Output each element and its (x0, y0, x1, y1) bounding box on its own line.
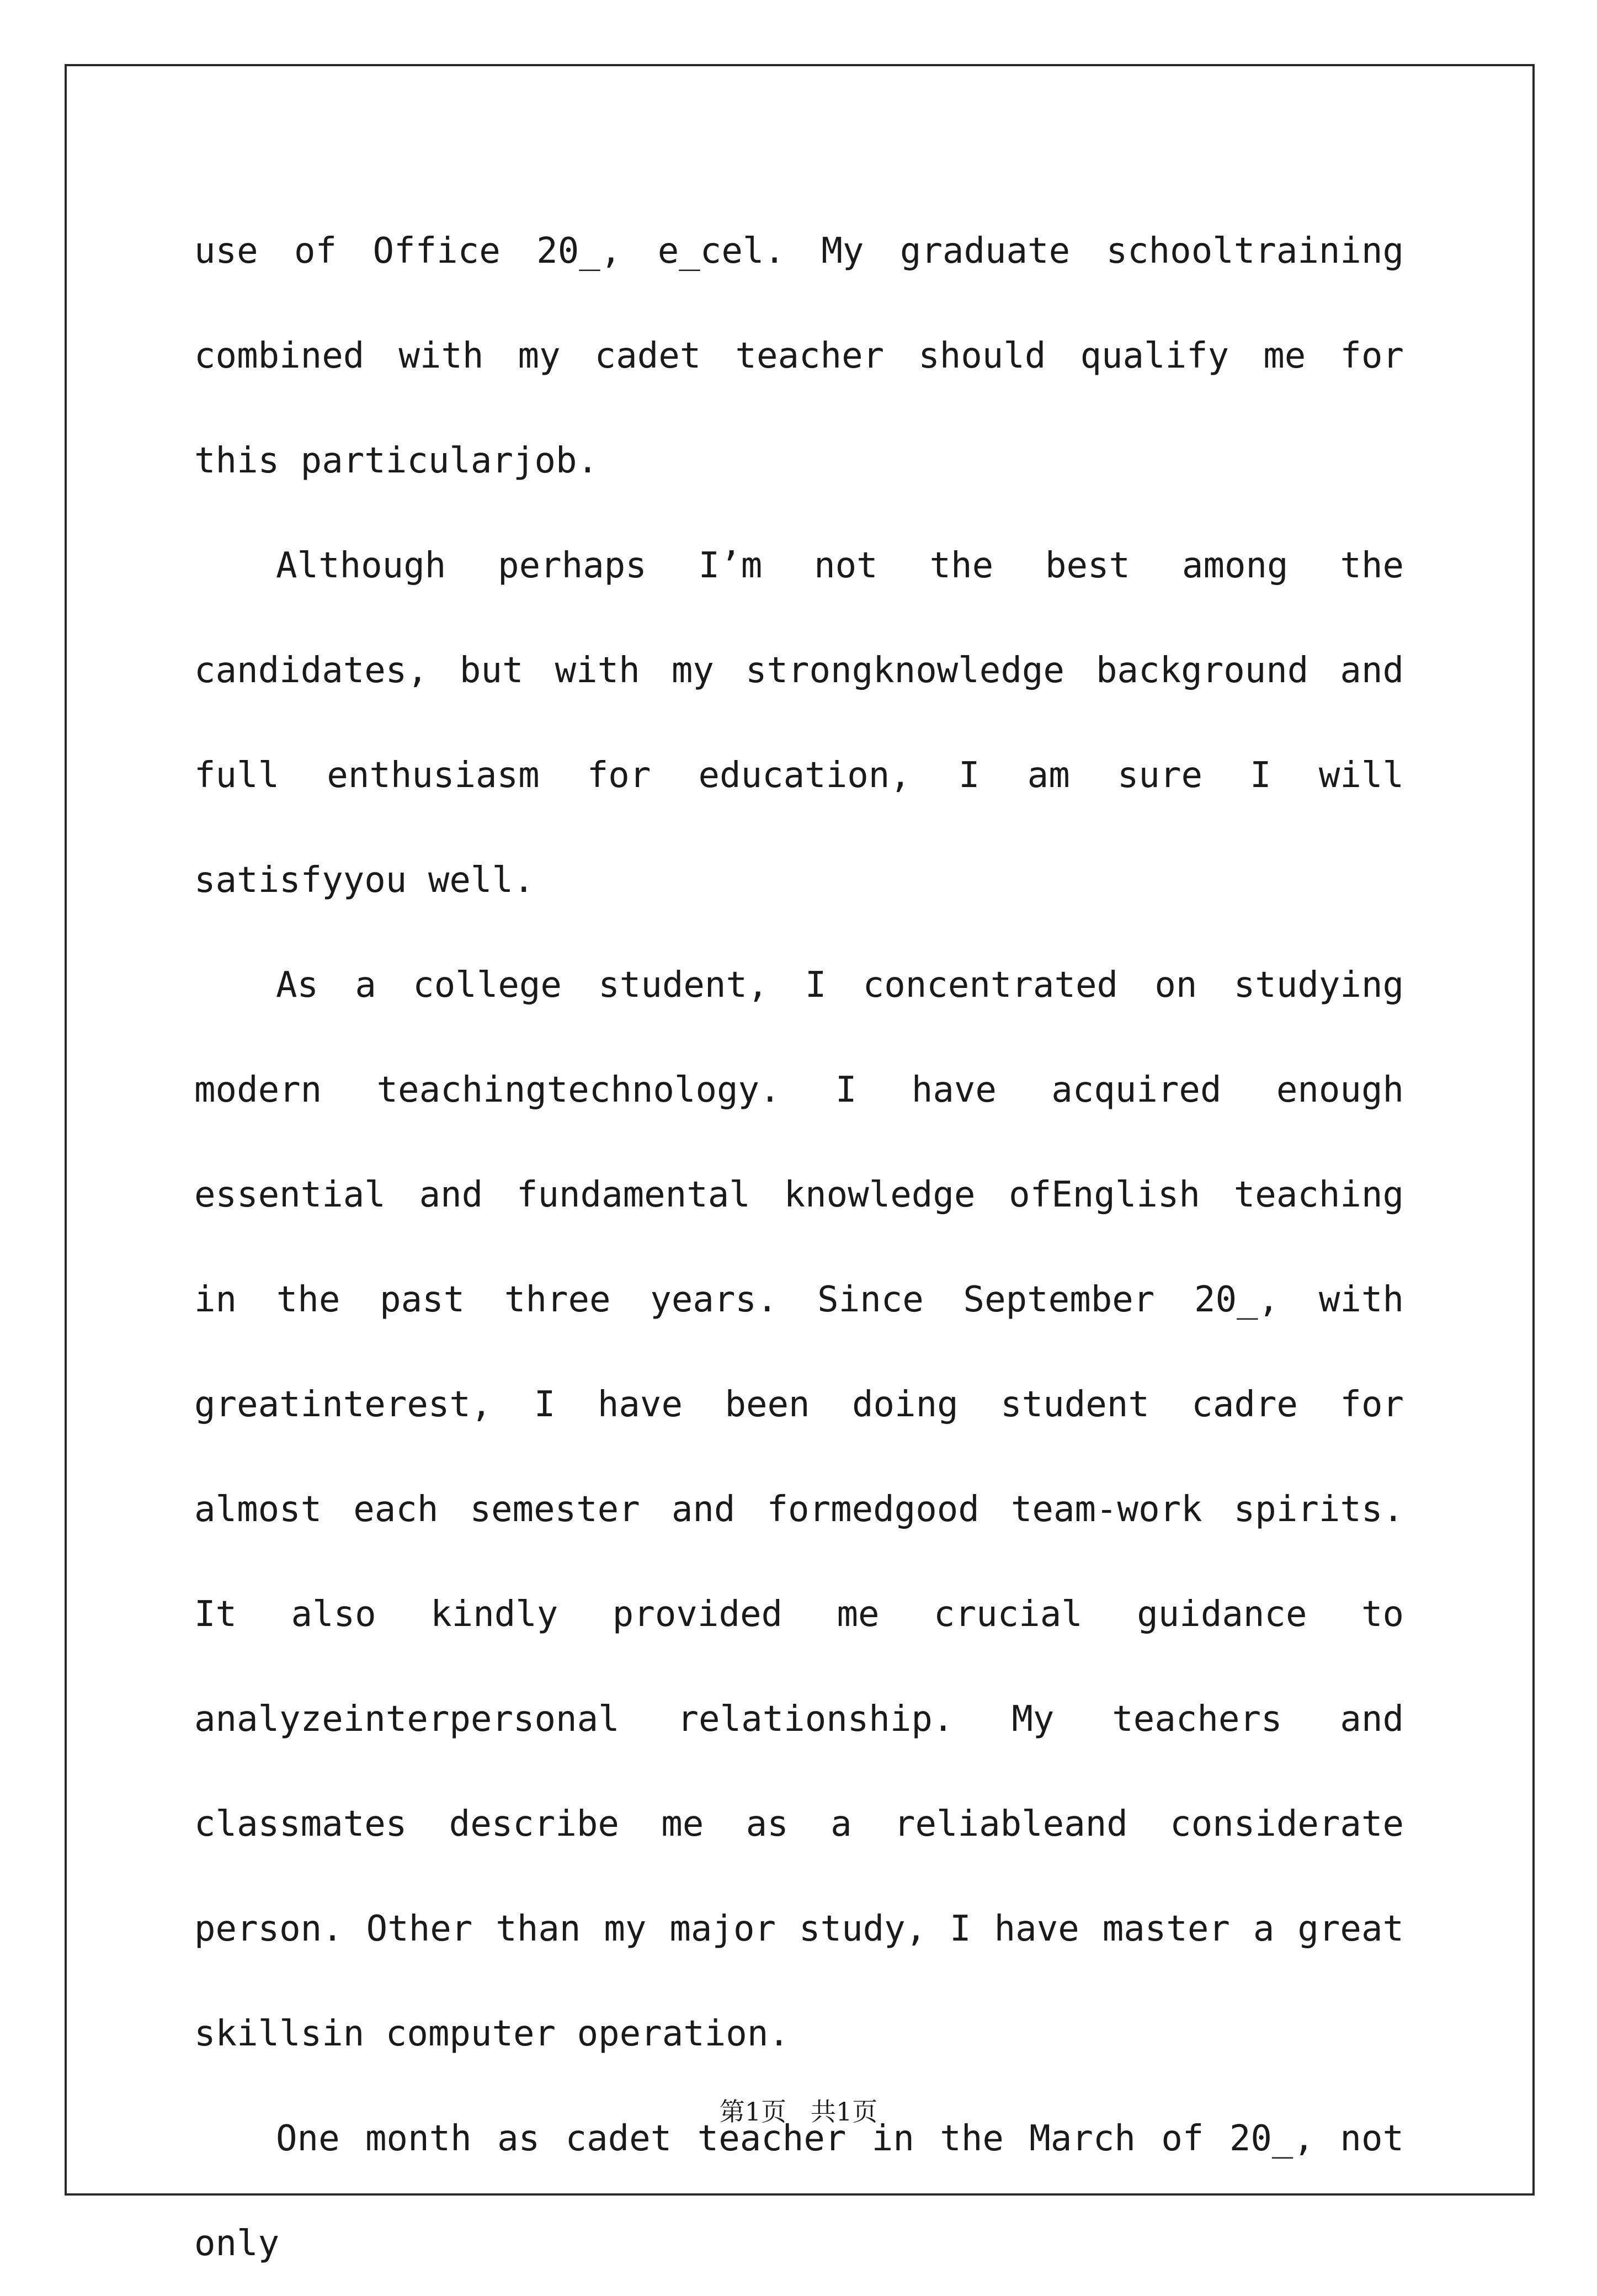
paragraph-2: Although perhaps I’m not the best among the candidates, but with my strongknowledge background and full enthusiasm for education, I am sure I will satisfyyou well. (194, 545, 1404, 901)
paragraph-3: As a college student, I concentrated on studying modern teachingtechnology. I have acquired enough essential and fundamental knowledge ofEnglish teaching in the past three years. Since September 20_, with greatinterest, I have been doing student cadre for almost each semester and formedgood team-work spirits. It also kindly provided me crucial guidance to analyzeinterpersonal relationship. My teachers and classmates describe me as a reliableand considerate person. Other than my major study, I have master a great skillsin computer operation. (194, 965, 1404, 2054)
page-footer: 第1页 共1页 (719, 2097, 878, 2127)
paragraph-4: One month as cadet teacher in the March of 20_, not only (194, 2118, 1404, 2264)
paragraph-1: use of Office 20_, e_cel. My graduate schooltraining combined with my cadet teacher should qualify me for this particularjob. (194, 231, 1404, 481)
document-body (194, 199, 1404, 2296)
